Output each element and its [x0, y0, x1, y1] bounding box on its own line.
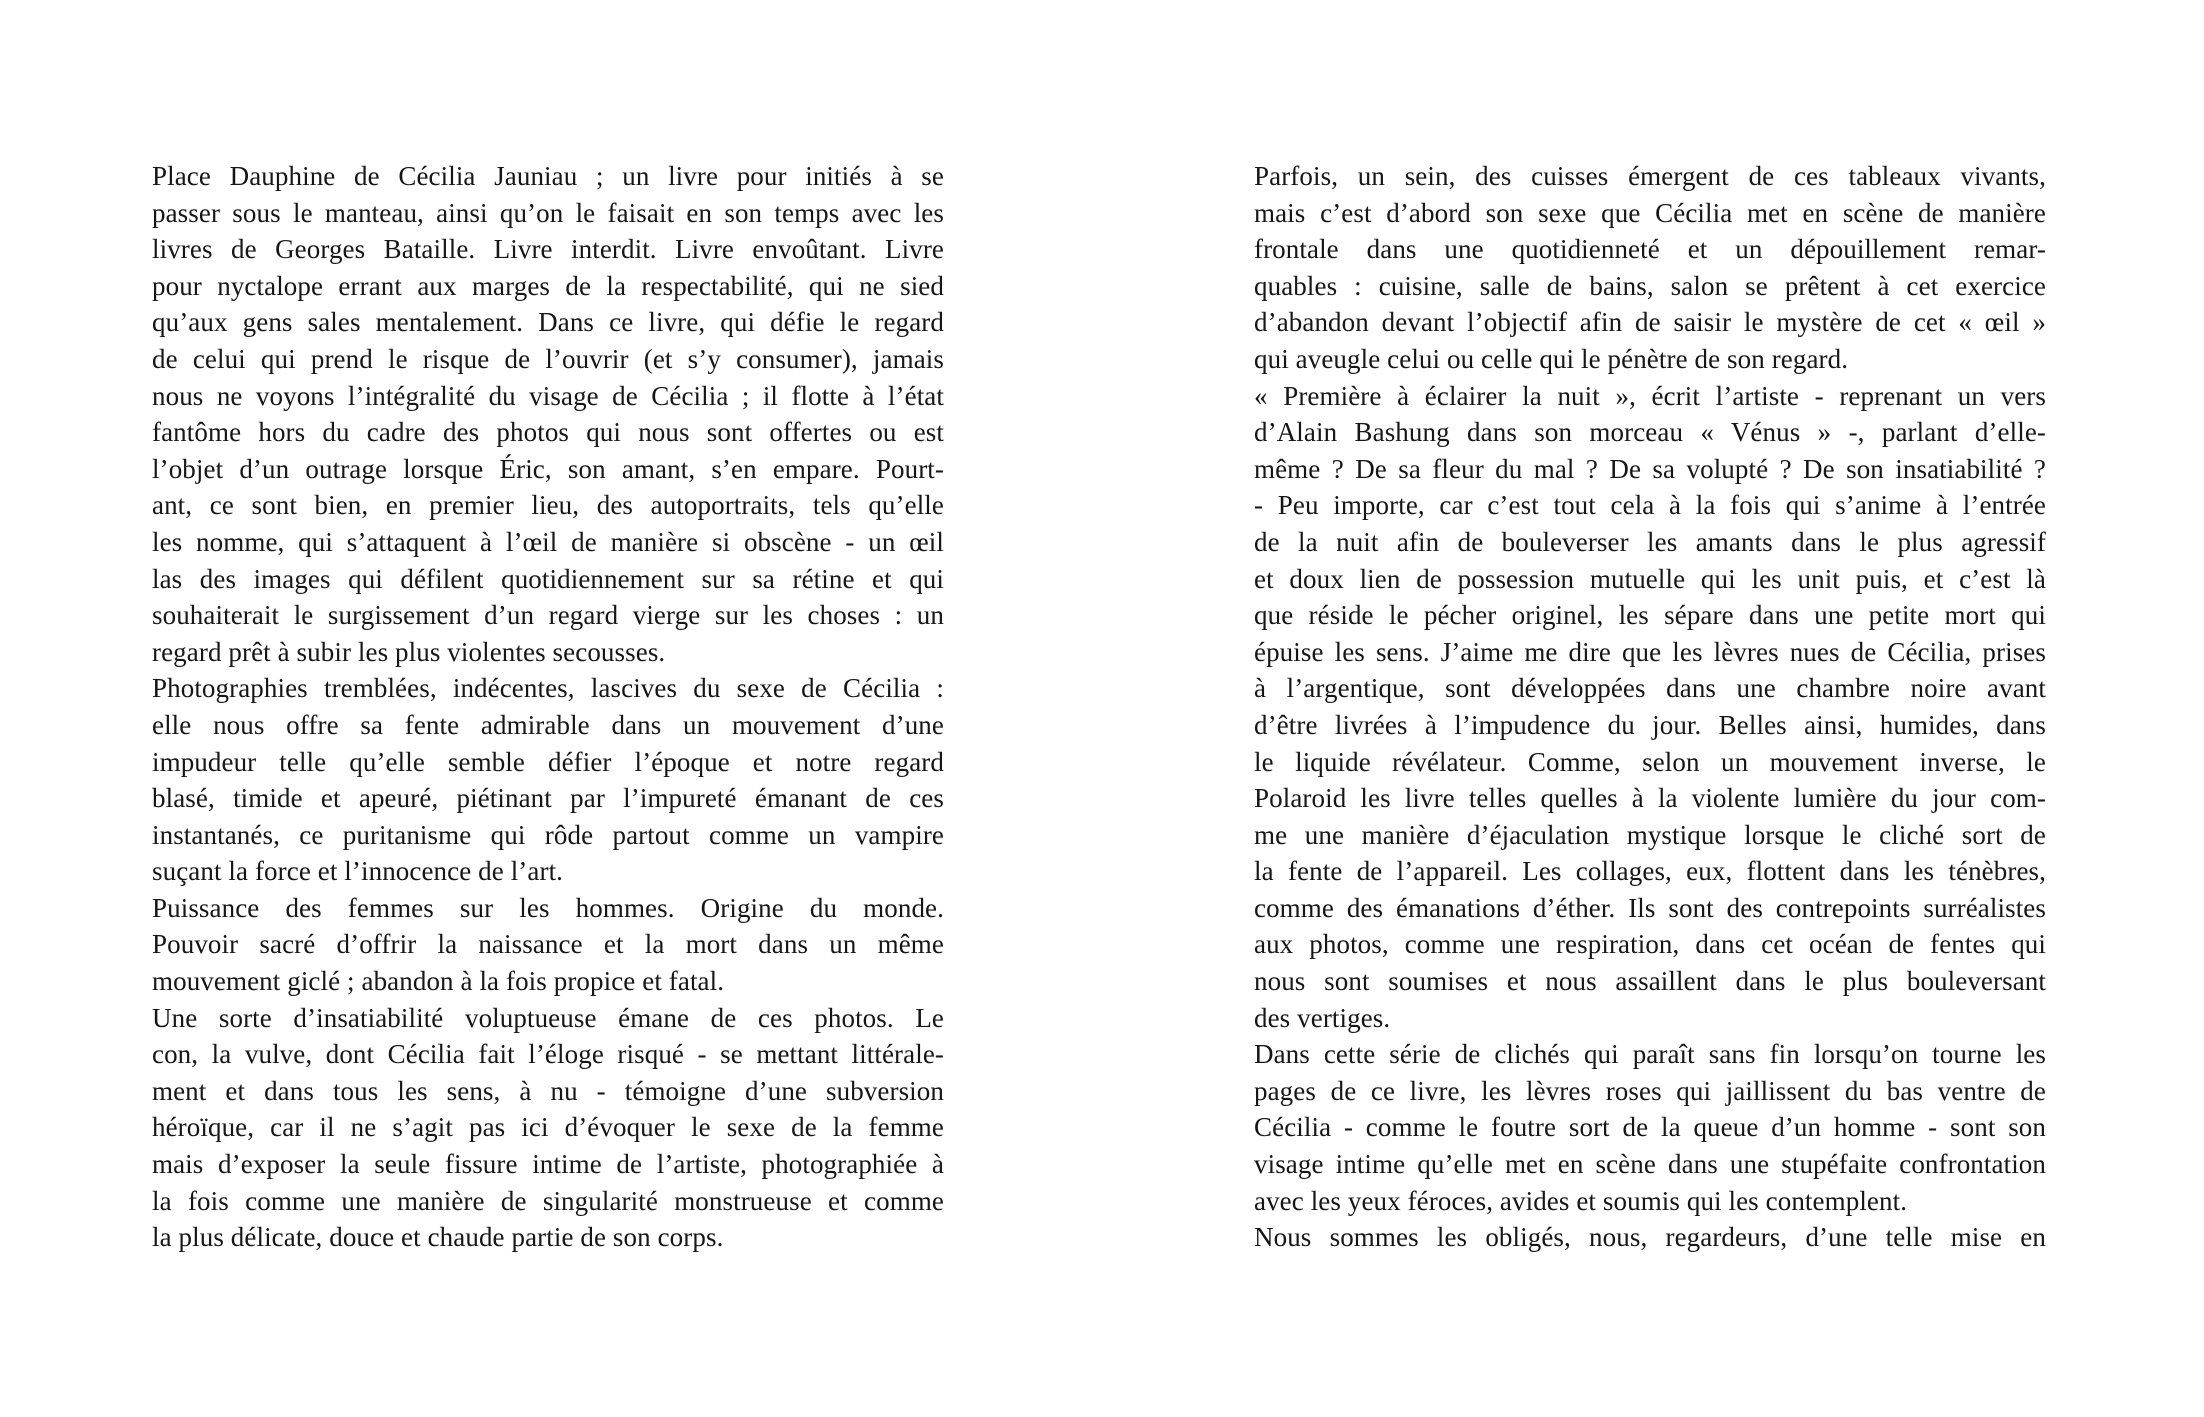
text-line: elle nous offre sa fente admirable dans un mouvement d’une — [152, 709, 944, 740]
text-line: mais c’est d’abord son sexe que Cécilia met en scène de manière — [1254, 197, 2046, 228]
text-line: Puissance des femmes sur les hommes. Origine du monde. — [152, 892, 944, 923]
text-line: Parfois, un sein, des cuisses émergent de ces tableaux vivants, — [1254, 161, 2046, 191]
text-line: suçant la force et l’innocence de l’art. — [152, 856, 564, 887]
text-line: blasé, timide et apeuré, piétinant par l’impureté émanant de ces — [152, 783, 944, 814]
paragraph — [152, 890, 944, 1000]
text-line: la fente de l’appareil. Les collages, eux, flottent dans les ténèbres, — [1254, 856, 2046, 887]
text-line: nous ne voyons l’intégralité du visage de Cécilia ; il flotte à l’état — [152, 380, 944, 411]
text-line: mouvement giclé ; abandon à la fois propice et fatal. — [152, 966, 725, 997]
text-line: con, la vulve, dont Cécilia fait l’éloge risqué - se mettant littérale- — [152, 1039, 944, 1070]
text-line: visage intime qu’elle met en scène dans une stupéfaite confrontation — [1254, 1149, 2046, 1180]
text-line: qui aveugle celui ou celle qui le pénètre de son regard. — [1254, 343, 1849, 374]
text-line: Nous sommes les obligés, nous, regardeurs, d’une telle mise en — [1254, 1222, 2046, 1253]
paragraph — [152, 158, 944, 670]
paragraph — [1254, 1036, 2046, 1219]
text-line: que réside le pécher originel, les sépare dans une petite mort qui — [1254, 600, 2046, 631]
text-line: d’abandon devant l’objectif afin de saisir le mystère de cet « œil » — [1254, 307, 2046, 338]
text-line: comme des émanations d’éther. Ils sont des contrepoints surréalistes — [1254, 892, 2046, 923]
text-line: qu’aux gens sales mentalement. Dans ce livre, qui défie le regard — [152, 307, 944, 338]
text-line: pages de ce livre, les lèvres roses qui jaillissent du bas ventre de — [1254, 1075, 2046, 1106]
text-line: Place Dauphine de Cécilia Jauniau ; un livre pour initiés à se — [152, 161, 944, 191]
text-line: « Première à éclairer la nuit », écrit l’artiste - reprenant un vers — [1254, 380, 2046, 411]
text-line: le liquide révélateur. Comme, selon un mouvement inverse, le — [1254, 746, 2046, 777]
text-line: Pouvoir sacré d’offrir la naissance et la mort dans un même — [152, 929, 944, 960]
text-line: et doux lien de possession mutuelle qui les unit puis, et c’est là — [1254, 563, 2046, 594]
paragraph — [1254, 158, 2046, 378]
text-line: passer sous le manteau, ainsi qu’on le faisait en son temps avec les — [152, 197, 944, 228]
text-line: regard prêt à subir les plus violentes secousses. — [152, 636, 666, 667]
text-line: de celui qui prend le risque de l’ouvrir (et s’y consumer), jamais — [152, 343, 944, 374]
text-line: - Peu importe, car c’est tout cela à la fois qui s’anime à l’entrée — [1254, 490, 2046, 521]
text-line: Une sorte d’insatiabilité voluptueuse émane de ces photos. Le — [152, 1002, 944, 1033]
text-line: me une manière d’éjaculation mystique lorsque le cliché sort de — [1254, 819, 2046, 850]
text-line: aux photos, comme une respiration, dans cet océan de fentes qui — [1254, 929, 2046, 960]
text-line: ment et dans tous les sens, à nu - témoigne d’une subversion — [152, 1075, 944, 1106]
text-line: la plus délicate, douce et chaude partie de son corps. — [152, 1222, 724, 1253]
text-line: d’Alain Bashung dans son morceau « Vénus » -, parlant d’elle- — [1254, 417, 2046, 448]
text-line: impudeur telle qu’elle semble défier l’époque et notre regard — [152, 746, 944, 777]
left-page-text-column — [152, 158, 944, 1256]
text-line: de la nuit afin de bouleverser les amants dans le plus agressif — [1254, 526, 2046, 557]
text-line: pour nyctalope errant aux marges de la respectabilité, qui ne sied — [152, 270, 944, 301]
text-line: épuise les sens. J’aime me dire que les lèvres nues de Cécilia, prises — [1254, 636, 2046, 667]
text-line: à l’argentique, sont développées dans une chambre noire avant — [1254, 673, 2046, 704]
text-line: l’objet d’un outrage lorsque Éric, son amant, s’en empare. Pourt- — [152, 453, 944, 484]
paragraph — [1254, 1219, 2046, 1256]
text-line: instantanés, ce puritanisme qui rôde partout comme un vampire — [152, 819, 944, 850]
text-line: ant, ce sont bien, en premier lieu, des autoportraits, tels qu’elle — [152, 490, 944, 521]
paragraph — [152, 1000, 944, 1256]
text-line: même ? De sa fleur du mal ? De sa volupté ? De son insatiabilité ? — [1254, 453, 2046, 484]
text-line: avec les yeux féroces, avides et soumis qui les contemplent. — [1254, 1185, 1908, 1216]
text-line: livres de Georges Bataille. Livre interdit. Livre envoûtant. Livre — [152, 234, 944, 265]
text-line: la fois comme une manière de singularité monstrueuse et comme — [152, 1185, 944, 1216]
paragraph — [1254, 378, 2046, 1037]
text-line: frontale dans une quotidienneté et un dépouillement remar- — [1254, 234, 2046, 265]
text-line: las des images qui défilent quotidiennement sur sa rétine et qui — [152, 563, 944, 594]
right-page-text-column — [1254, 158, 2046, 1256]
paragraph — [152, 670, 944, 890]
text-line: fantôme hors du cadre des photos qui nous sont offertes ou est — [152, 417, 944, 448]
text-line: quables : cuisine, salle de bains, salon se prêtent à cet exercice — [1254, 270, 2046, 301]
text-line: nous sont soumises et nous assaillent dans le plus bouleversant — [1254, 966, 2046, 997]
text-line: les nomme, qui s’attaquent à l’œil de manière si obscène - un œil — [152, 526, 944, 557]
text-line: Cécilia - comme le foutre sort de la queue d’un homme - sont son — [1254, 1112, 2046, 1143]
text-line: d’être livrées à l’impudence du jour. Belles ainsi, humides, dans — [1254, 709, 2046, 740]
text-line: héroïque, car il ne s’agit pas ici d’évoquer le sexe de la femme — [152, 1112, 944, 1143]
text-line: souhaiterait le surgissement d’un regard vierge sur les choses : un — [152, 600, 944, 631]
text-line: Photographies tremblées, indécentes, lascives du sexe de Cécilia : — [152, 673, 944, 704]
text-line: des vertiges. — [1254, 1002, 1391, 1033]
text-line: Dans cette série de clichés qui paraît sans fin lorsqu’on tourne les — [1254, 1039, 2046, 1070]
text-line: Polaroid les livre telles quelles à la violente lumière du jour com- — [1254, 783, 2046, 814]
text-line: mais d’exposer la seule fissure intime de l’artiste, photographiée à — [152, 1149, 944, 1180]
